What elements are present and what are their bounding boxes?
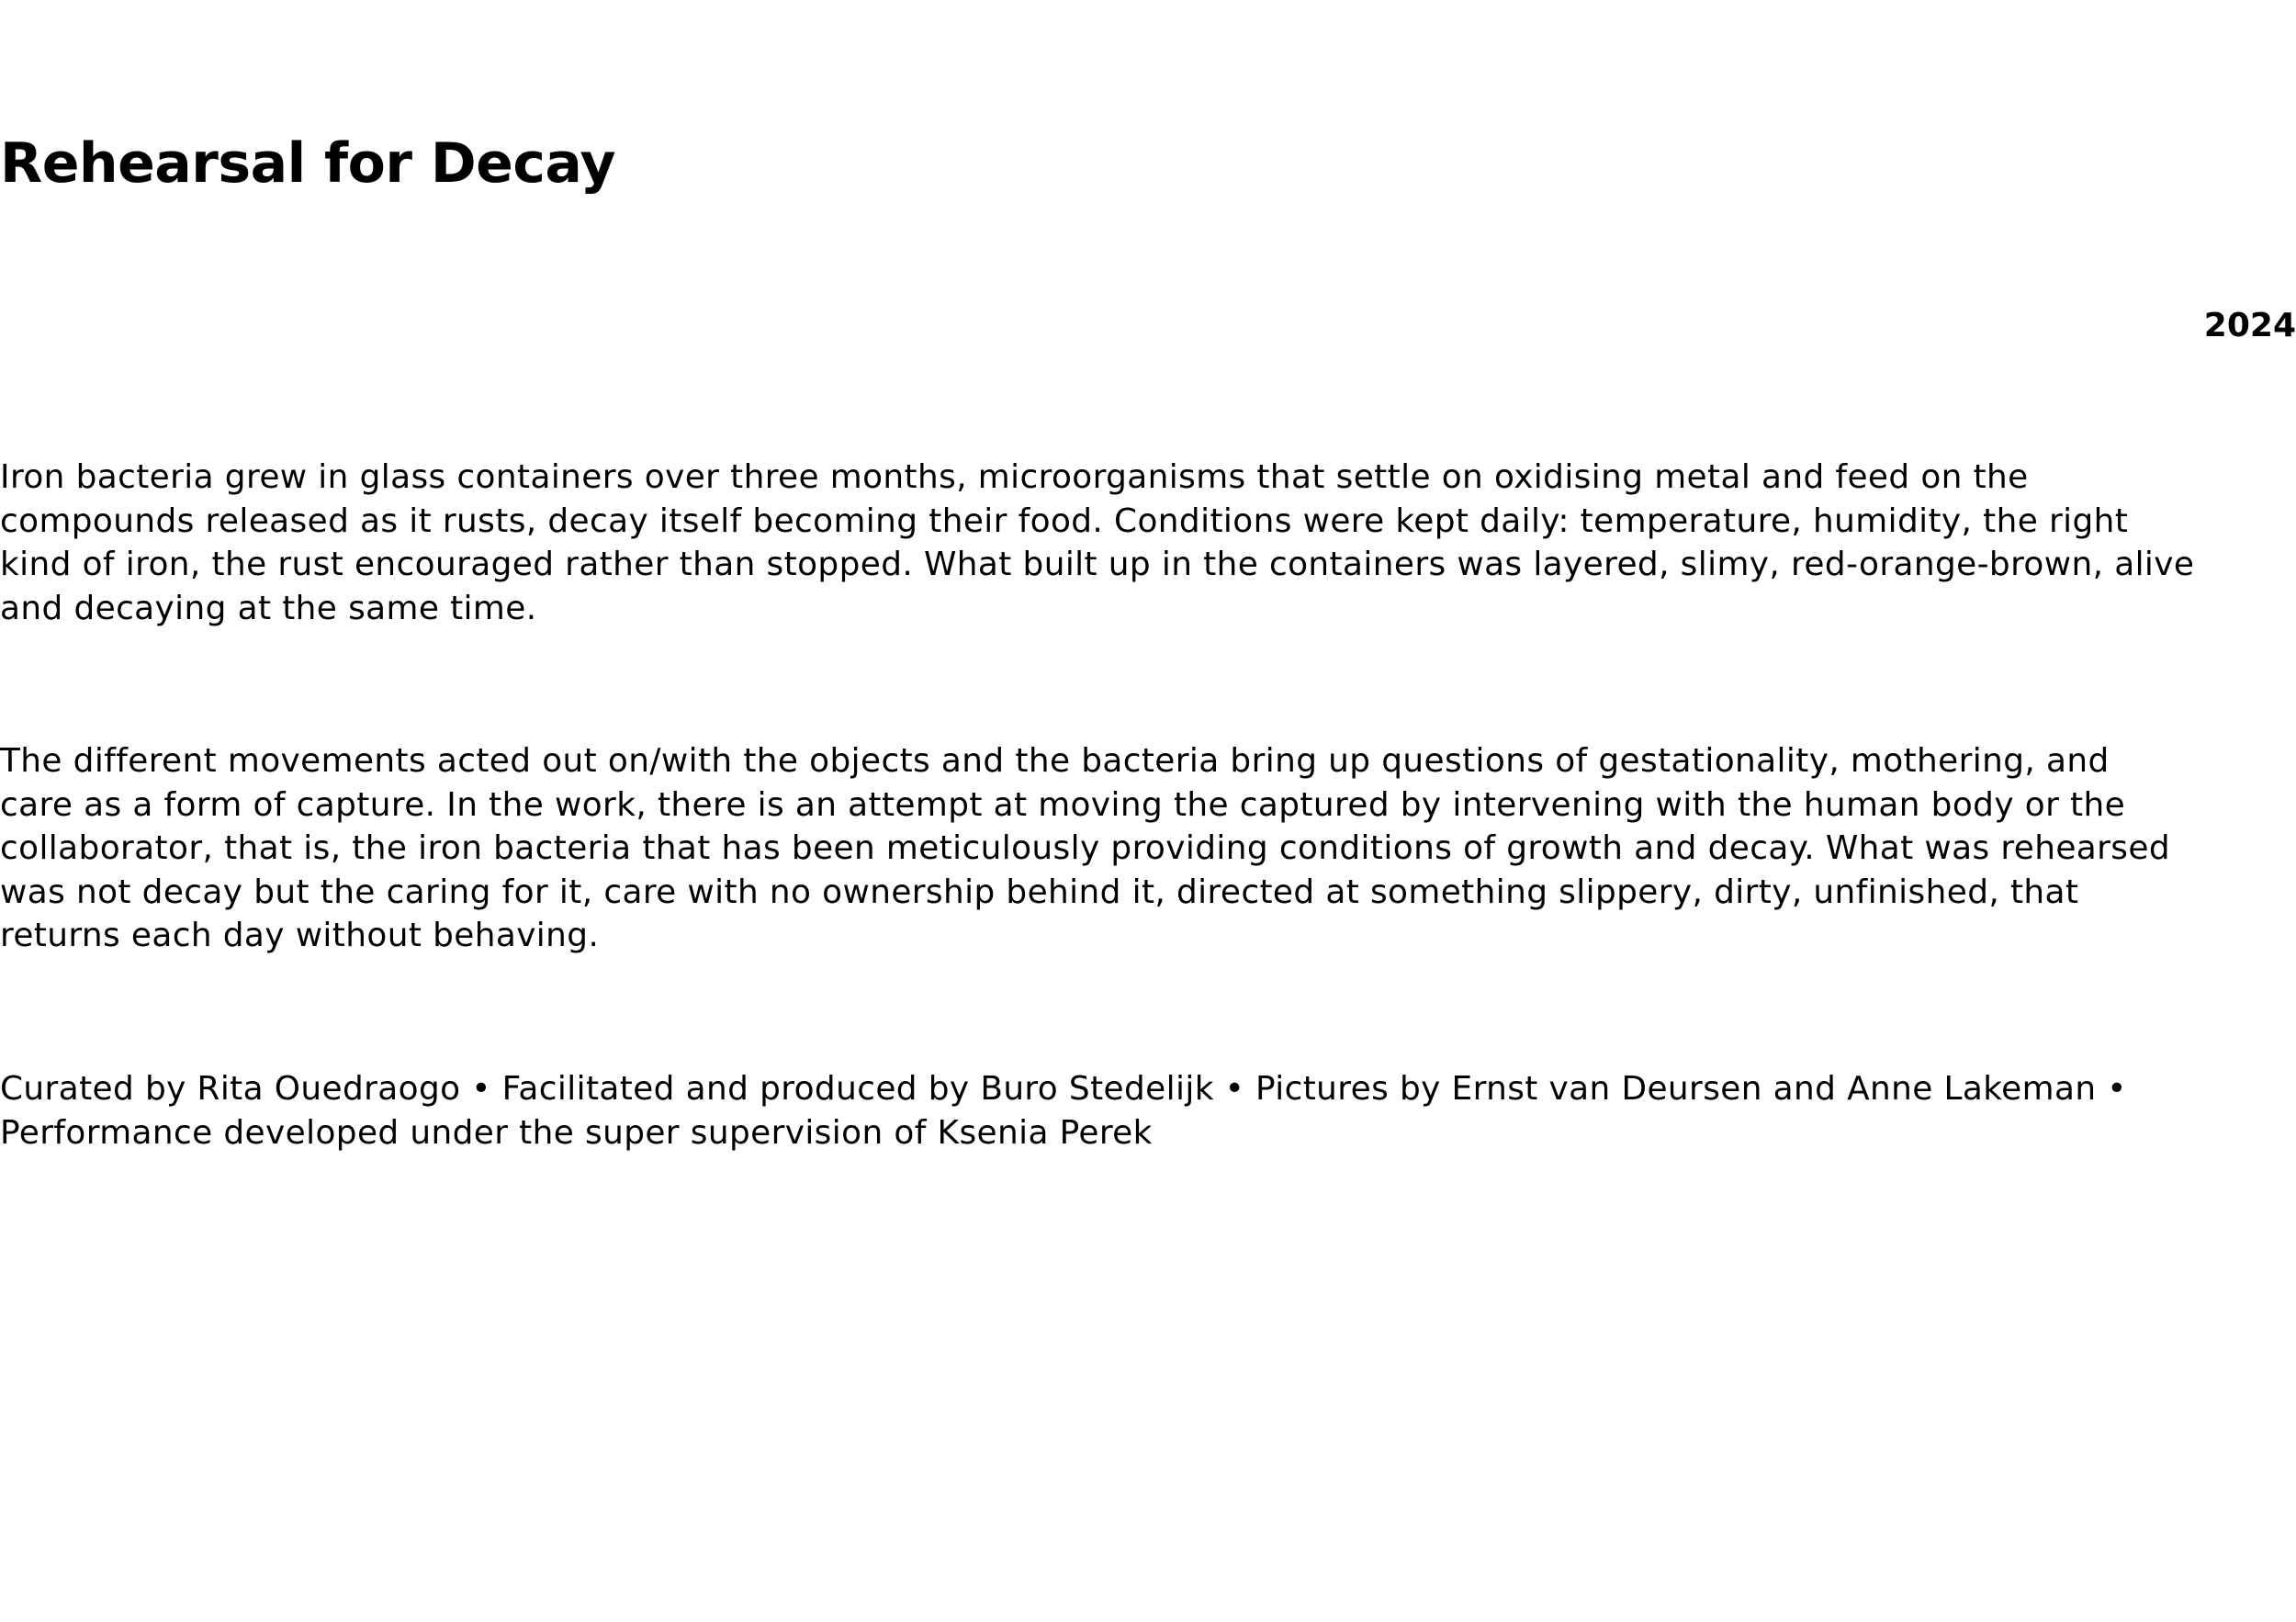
description-paragraph-1 xyxy=(0,456,2296,630)
text-line: compounds released as it rusts, decay itself becoming their food. Conditions were kept daily: temperature, humidity, the right xyxy=(0,501,2129,540)
credits-line: Curated by Rita Ouedraogo • Facilitated and produced by Buro Stedelijk • Pictures by Ernst van Deursen and Anne Lakeman • xyxy=(0,1070,2127,1108)
text-line: was not decay but the caring for it, care with no ownership behind it, directed at something slippery, dirty, unfinished, that xyxy=(0,873,2079,911)
credits xyxy=(0,1067,2296,1155)
text-line: kind of iron, the rust encouraged rather than stopped. What built up in the containers was layered, slimy, red-orange-brown, alive xyxy=(0,546,2195,583)
text-line: Iron bacteria grew in glass containers over three months, microorganisms that settle on oxidising metal and feed on the xyxy=(0,458,2029,496)
text-line: and decaying at the same time. xyxy=(0,589,537,627)
description-paragraph-2 xyxy=(0,739,2296,958)
text-line: returns each day without behaving. xyxy=(0,917,600,954)
project-title: Rehearsal for Decay xyxy=(0,131,616,196)
text-line: The different movements acted out on/with the objects and the bacteria bring up questions of gestationality, mothering, and xyxy=(0,742,2110,780)
text-line: care as a form of capture. In the work, there is an attempt at moving the captured by intervening with the human body or the xyxy=(0,785,2126,824)
project-year: 2024 xyxy=(2203,307,2296,344)
text-line: collaborator, that is, the iron bacteria that has been meticulously providing conditions of growth and decay. What was rehearsed xyxy=(0,829,2170,867)
credits-line: Performance developed under the super supervision of Ksenia Perek xyxy=(0,1113,1153,1152)
